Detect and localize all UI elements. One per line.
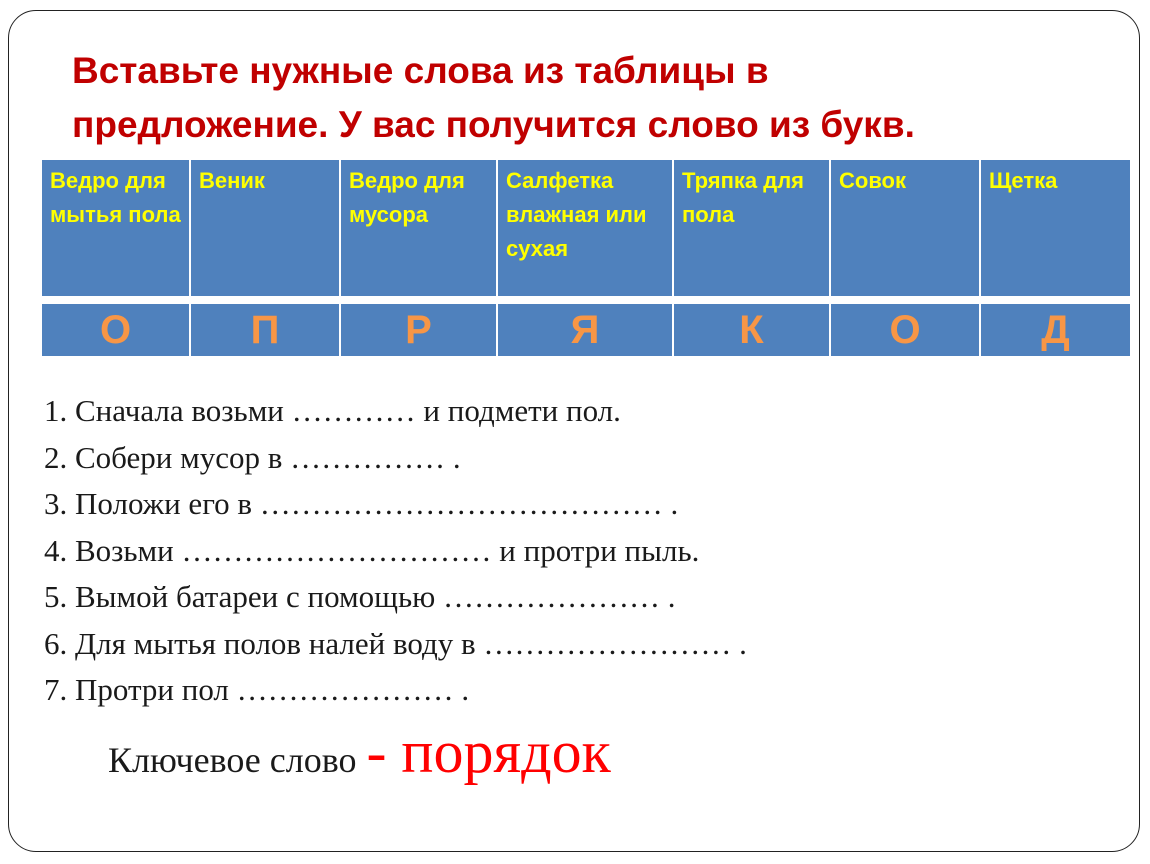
sentence-item: 4. Возьми ………………………… и протри пыль. xyxy=(44,532,700,568)
item-cell: Веник xyxy=(191,160,339,296)
sentence-item: 2. Собери мусор в …………… . xyxy=(44,439,461,475)
title-line-2: предложение. У вас получится слово из букв. xyxy=(72,104,915,145)
keyword-answer: - порядок xyxy=(366,719,611,785)
item-cell: Ведро для мусора xyxy=(341,160,496,296)
items-row xyxy=(42,160,1130,296)
sentence-item: 6. Для мытья полов налей воду в …………………… . xyxy=(44,625,747,661)
letter-cell: Я xyxy=(498,304,672,356)
sentence-item: 5. Вымой батареи с помощью ………………… . xyxy=(44,579,676,614)
letter-cell: О xyxy=(831,304,979,356)
item-cell: Тряпка для пола xyxy=(674,160,829,296)
keyword-label: Ключевое слово xyxy=(108,740,357,780)
keyword-line xyxy=(108,718,611,787)
title-line-1: Вставьте нужные слова из таблицы в xyxy=(72,50,769,91)
item-cell: Салфетка влажная или сухая xyxy=(498,160,672,296)
sentence-item: 1. Сначала возьми ………… и подмети пол. xyxy=(44,393,621,428)
words-table xyxy=(40,158,1132,358)
page-title xyxy=(72,44,1112,152)
letter-cell: П xyxy=(191,304,339,356)
letter-cell: О xyxy=(42,304,189,356)
letter-cell: К xyxy=(674,304,829,356)
letter-cell: Р xyxy=(341,304,496,356)
letter-cell: Д xyxy=(981,304,1130,356)
item-cell: Совок xyxy=(831,160,979,296)
item-cell: Щетка xyxy=(981,160,1130,296)
sentence-item: 3. Положи его в ………………………………… . xyxy=(44,486,679,521)
item-cell: Ведро для мытья пола xyxy=(42,160,189,296)
sentence-list xyxy=(44,388,747,714)
sentence-item: 7. Протри пол ………………… . xyxy=(44,672,470,707)
letters-row xyxy=(42,304,1130,356)
